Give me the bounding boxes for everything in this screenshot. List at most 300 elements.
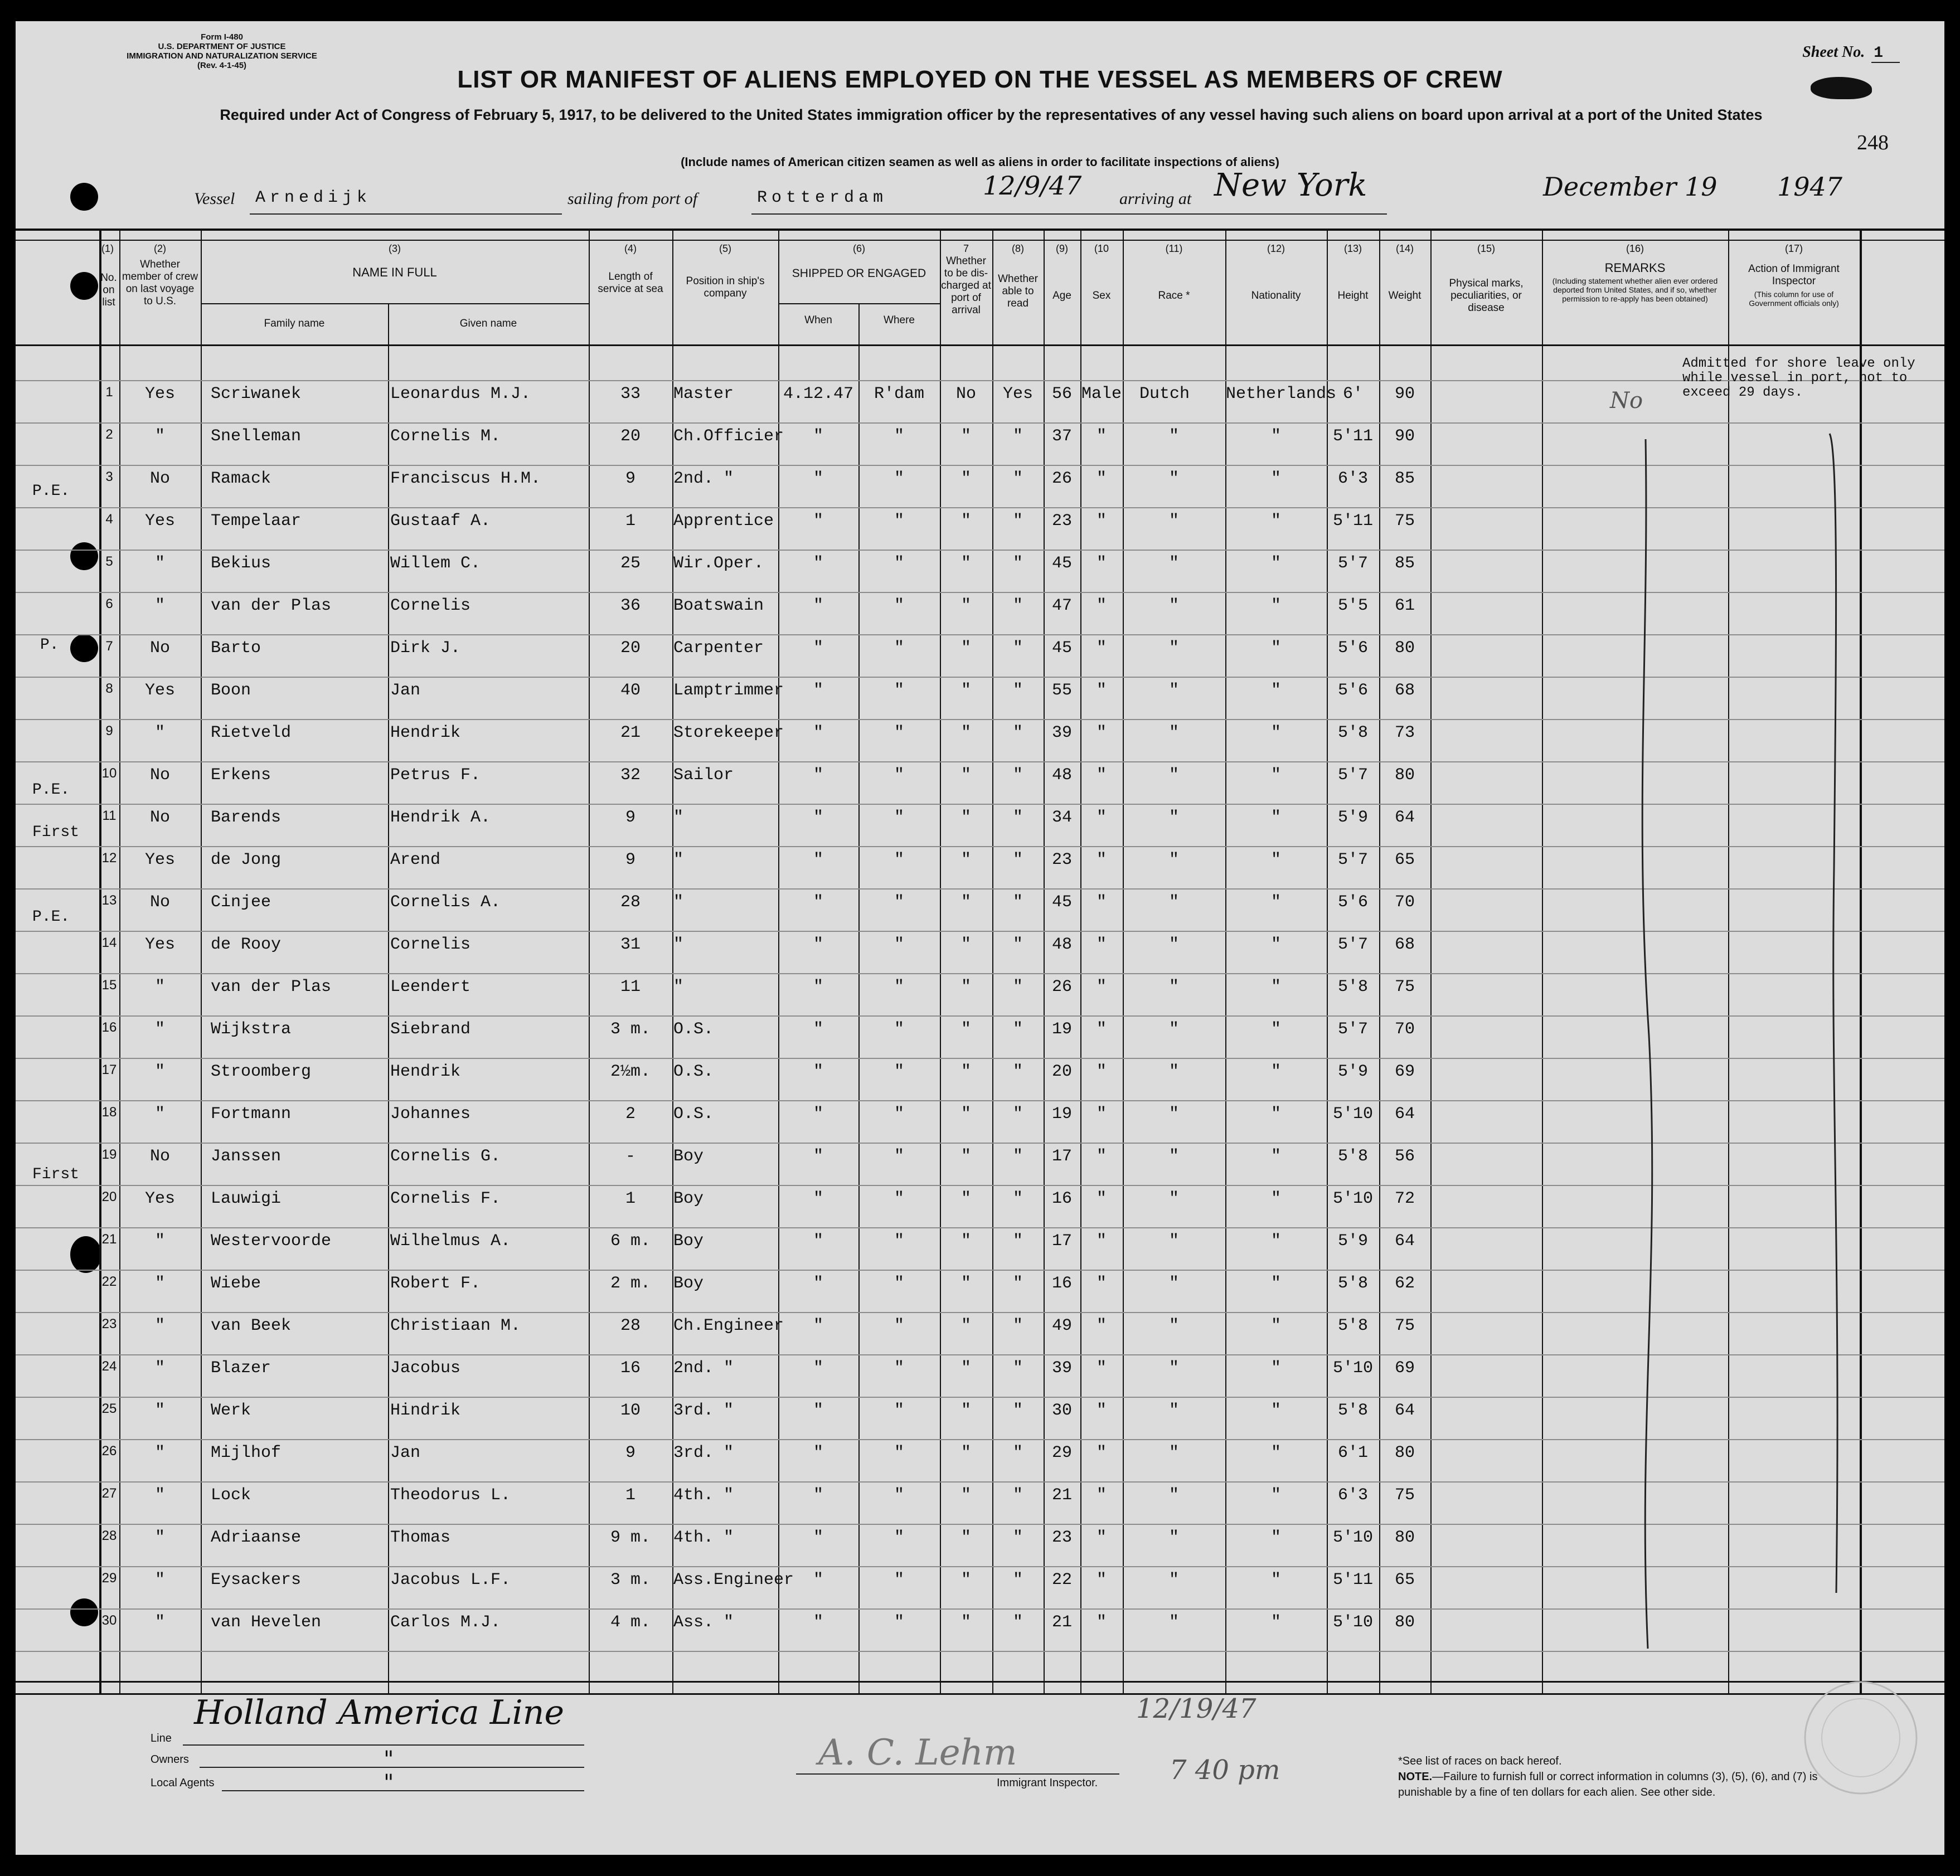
row-14-height: 5'7 <box>1337 935 1368 954</box>
row-15-read: " <box>1012 978 1023 997</box>
row-18-age: 19 <box>1051 1105 1072 1124</box>
row-18-sex: " <box>1096 1105 1107 1124</box>
column-divider <box>1225 229 1226 1694</box>
row-28-nat: " <box>1270 1528 1281 1547</box>
row-12-sex: " <box>1096 850 1107 869</box>
row-5-where: " <box>894 554 904 573</box>
races-note: *See list of races on back hereof. <box>1398 1755 1562 1767</box>
row-25-last: " <box>154 1401 165 1420</box>
inspection-time: 7 40 pm <box>1170 1755 1280 1786</box>
col10-num: (10 <box>1094 243 1109 254</box>
row-23-family: van Beek <box>211 1316 292 1335</box>
row-7-weight: 80 <box>1394 639 1415 658</box>
underline <box>751 213 1387 215</box>
row-25-nat: " <box>1270 1401 1281 1420</box>
row-21-when: " <box>813 1232 823 1251</box>
col15-header: Physical marks, peculiarities, or disease <box>1449 278 1524 314</box>
row-12-given: Arend <box>390 850 441 869</box>
row-30-where: " <box>894 1613 904 1632</box>
row-2-race: " <box>1168 427 1179 446</box>
sheet-label: Sheet No. <box>1802 43 1865 61</box>
row-28-race: " <box>1168 1528 1179 1547</box>
row-6-last: " <box>154 596 165 615</box>
row-14-service: 31 <box>620 935 641 954</box>
row-3-race: " <box>1168 469 1179 488</box>
col16-num: (16) <box>1626 243 1644 254</box>
service: IMMIGRATION AND NATURALIZATION SERVICE <box>127 51 317 61</box>
row-17-position: O.S. <box>673 1062 714 1081</box>
row-5-height: 5'7 <box>1337 554 1368 573</box>
col8-header: Whether able to read <box>998 273 1038 309</box>
row-17-service: 2½m. <box>610 1062 651 1081</box>
row-19-when: " <box>813 1147 823 1166</box>
row-23-weight: 75 <box>1394 1316 1415 1335</box>
row-11-family: Barends <box>211 808 282 827</box>
row-16-service: 3 m. <box>610 1020 651 1039</box>
row-24-last: " <box>154 1359 165 1378</box>
port-name: Rotterdam <box>757 188 888 207</box>
row-5-service: 25 <box>620 554 641 573</box>
row-23-read: " <box>1012 1316 1023 1335</box>
row-9-race: " <box>1168 723 1179 742</box>
row-15-when: " <box>813 978 823 997</box>
row-5-no: 5 <box>105 554 113 569</box>
row-1-last: Yes <box>144 385 175 404</box>
row-3-when: " <box>813 469 823 488</box>
page-number: 248 <box>1857 131 1889 154</box>
col3-num: (3) <box>389 243 401 254</box>
row-26-where: " <box>894 1444 904 1462</box>
row-6-no: 6 <box>105 596 113 611</box>
inspector-label: Immigrant Inspector. <box>997 1777 1098 1789</box>
col15-num: (15) <box>1477 243 1495 254</box>
row-7-position: Carpenter <box>673 639 764 658</box>
row-17-given: Hendrik <box>390 1062 461 1081</box>
punch-hole <box>70 1236 101 1273</box>
row-18-family: Fortmann <box>211 1105 292 1124</box>
row-13-family: Cinjee <box>211 893 271 912</box>
row-27-family: Lock <box>211 1486 251 1505</box>
row-28-family: Adriaanse <box>211 1528 302 1547</box>
row-20-race: " <box>1168 1189 1179 1208</box>
margin-note: P. <box>40 636 59 654</box>
col4-num: (4) <box>624 243 637 254</box>
arrival-year: 1947 <box>1777 172 1843 202</box>
row-5-age: 45 <box>1051 554 1072 573</box>
row-29-sex: " <box>1096 1571 1107 1590</box>
row-19-sex: " <box>1096 1147 1107 1166</box>
row-15-height: 5'8 <box>1337 978 1368 997</box>
row-9-disch: " <box>960 723 971 742</box>
row-28-where: " <box>894 1528 904 1547</box>
row-19-given: Cornelis G. <box>390 1147 501 1166</box>
row-6-height: 5'5 <box>1337 596 1368 615</box>
row-21-read: " <box>1012 1232 1023 1251</box>
row-27-weight: 75 <box>1394 1486 1415 1505</box>
form-id-block <box>122 32 322 70</box>
row-24-service: 16 <box>620 1359 641 1378</box>
note-label: NOTE. <box>1398 1771 1433 1783</box>
row-1-read: Yes <box>1002 385 1033 404</box>
row-9-last: " <box>154 723 165 742</box>
row-26-family: Mijlhof <box>211 1444 282 1462</box>
owners-label: Owners <box>151 1753 189 1766</box>
line-label: Line <box>151 1732 172 1744</box>
row-7-disch: " <box>960 639 971 658</box>
row-14-no: 14 <box>101 935 117 950</box>
row-14-given: Cornelis <box>390 935 471 954</box>
row-11-height: 5'9 <box>1337 808 1368 827</box>
row-11-disch: " <box>960 808 971 827</box>
row-23-age: 49 <box>1051 1316 1072 1335</box>
row-14-family: de Rooy <box>211 935 282 954</box>
row-20-family: Lauwigi <box>211 1189 282 1208</box>
col16-header: REMARKS <box>1604 261 1666 275</box>
row-14-where: " <box>894 935 904 954</box>
row-27-when: " <box>813 1486 823 1505</box>
sailing-label: sailing from port of <box>567 189 698 208</box>
sheet-value: 1 <box>1871 45 1900 63</box>
col13-num: (13) <box>1343 243 1362 254</box>
row-19-position: Boy <box>673 1147 704 1166</box>
table-top-border <box>16 240 1944 241</box>
row-25-given: Hindrik <box>390 1401 461 1420</box>
row-25-weight: 64 <box>1394 1401 1415 1420</box>
row-19-weight: 56 <box>1394 1147 1415 1166</box>
row-12-race: " <box>1168 850 1179 869</box>
row-12-nat: " <box>1270 850 1281 869</box>
row-10-disch: " <box>960 766 971 785</box>
row-18-weight: 64 <box>1394 1105 1415 1124</box>
row-10-service: 32 <box>620 766 641 785</box>
column-divider <box>940 229 941 1694</box>
sheet-number <box>1802 43 1900 62</box>
row-5-given: Willem C. <box>390 554 481 573</box>
row-29-last: " <box>154 1571 165 1590</box>
row-7-read: " <box>1012 639 1023 658</box>
row-9-read: " <box>1012 723 1023 742</box>
row-21-position: Boy <box>673 1232 704 1251</box>
row-12-no: 12 <box>101 850 117 866</box>
row-3-weight: 85 <box>1394 469 1415 488</box>
row-3-family: Ramack <box>211 469 271 488</box>
row-23-no: 23 <box>101 1316 117 1331</box>
row-4-when: " <box>813 512 823 531</box>
row-11-given: Hendrik A. <box>390 808 491 827</box>
row-27-position: 4th. " <box>673 1486 734 1505</box>
row-12-age: 23 <box>1051 850 1072 869</box>
row-21-age: 17 <box>1051 1232 1072 1251</box>
row-17-family: Stroomberg <box>211 1062 312 1081</box>
punch-hole <box>70 272 98 300</box>
row-12-read: " <box>1012 850 1023 869</box>
row-4-read: " <box>1012 512 1023 531</box>
row-29-family: Eysackers <box>211 1571 302 1590</box>
col1-num: (1) <box>101 243 114 254</box>
row-8-weight: 68 <box>1394 681 1415 700</box>
subtitle: Required under Act of Congress of February 5, 1917, to be delivered to the United States immigration officer by the representatives of any vessel having such aliens on board upon arrival at a port of the United States <box>220 106 1763 123</box>
row-17-where: " <box>894 1062 904 1081</box>
row-22-where: " <box>894 1274 904 1293</box>
row-17-when: " <box>813 1062 823 1081</box>
row-11-when: " <box>813 808 823 827</box>
row-16-height: 5'7 <box>1337 1020 1368 1039</box>
row-27-no: 27 <box>101 1486 117 1501</box>
row-26-nat: " <box>1270 1444 1281 1462</box>
row-3-nat: " <box>1270 469 1281 488</box>
row-16-sex: " <box>1096 1020 1107 1039</box>
row-21-service: 6 m. <box>610 1232 651 1251</box>
row-8-race: " <box>1168 681 1179 700</box>
row-1-disch: No <box>955 385 976 404</box>
row-24-nat: " <box>1270 1359 1281 1378</box>
row-26-read: " <box>1012 1444 1023 1462</box>
col5-num: (5) <box>719 243 731 254</box>
row-22-read: " <box>1012 1274 1023 1293</box>
row-24-race: " <box>1168 1359 1179 1378</box>
row-24-family: Blazer <box>211 1359 271 1378</box>
row-8-where: " <box>894 681 904 700</box>
row-20-height: 5'10 <box>1332 1189 1373 1208</box>
column-divider <box>1379 229 1380 1694</box>
row-4-height: 5'11 <box>1332 512 1373 531</box>
row-9-service: 21 <box>620 723 641 742</box>
arrival-date: December 19 <box>1543 172 1718 202</box>
row-14-position: " <box>673 935 684 954</box>
row-10-nat: " <box>1270 766 1281 785</box>
row-14-age: 48 <box>1051 935 1072 954</box>
row-1-given: Leonardus M.J. <box>390 385 531 404</box>
row-8-nat: " <box>1270 681 1281 700</box>
row-16-position: O.S. <box>673 1020 714 1039</box>
row-21-race: " <box>1168 1232 1179 1251</box>
row-12-position: " <box>673 850 684 869</box>
row-24-given: Jacobus <box>390 1359 461 1378</box>
margin-note: First <box>32 1166 80 1183</box>
row-15-family: van der Plas <box>211 978 332 997</box>
col6-num: (6) <box>853 243 865 254</box>
row-13-when: " <box>813 893 823 912</box>
family-name-header: Family name <box>264 318 325 329</box>
row-21-disch: " <box>960 1232 971 1251</box>
row-15-where: " <box>894 978 904 997</box>
row-12-weight: 65 <box>1394 850 1415 869</box>
col11-num: (11) <box>1165 243 1183 254</box>
row-18-read: " <box>1012 1105 1023 1124</box>
row-26-when: " <box>813 1444 823 1462</box>
col11-header: Race * <box>1158 290 1190 302</box>
row-18-no: 18 <box>101 1105 117 1120</box>
row-20-where: " <box>894 1189 904 1208</box>
row-15-given: Leendert <box>390 978 471 997</box>
row-9-height: 5'8 <box>1337 723 1368 742</box>
row-12-family: de Jong <box>211 850 282 869</box>
row-1-sex: Male <box>1081 385 1122 404</box>
row-15-disch: " <box>960 978 971 997</box>
row-13-where: " <box>894 893 904 912</box>
row-27-height: 6'3 <box>1337 1486 1368 1505</box>
row-22-nat: " <box>1270 1274 1281 1293</box>
table-bottom-border <box>16 1681 1944 1683</box>
row-18-service: 2 <box>625 1105 635 1124</box>
row-20-when: " <box>813 1189 823 1208</box>
inspection-date: 12/19/47 <box>1136 1693 1256 1724</box>
row-16-last: " <box>154 1020 165 1039</box>
row-7-when: " <box>813 639 823 658</box>
row-10-sex: " <box>1096 766 1107 785</box>
col17-header: Action of Immigrant Inspector <box>1748 263 1840 287</box>
row-29-age: 22 <box>1051 1571 1072 1590</box>
row-1-when: 4.12.47 <box>783 385 854 404</box>
column-divider <box>1080 229 1081 1694</box>
row-20-disch: " <box>960 1189 971 1208</box>
row-13-given: Cornelis A. <box>390 893 501 912</box>
row-19-disch: " <box>960 1147 971 1166</box>
row-25-height: 5'8 <box>1337 1401 1368 1420</box>
column-divider <box>589 229 590 1694</box>
row-23-when: " <box>813 1316 823 1335</box>
row-13-sex: " <box>1096 893 1107 912</box>
row-11-race: " <box>1168 808 1179 827</box>
col17-num: (17) <box>1784 243 1803 254</box>
row-1-race: Dutch <box>1139 385 1190 404</box>
table-top-border <box>16 229 1944 231</box>
row-13-no: 13 <box>101 893 117 908</box>
col2-num: (2) <box>154 243 166 254</box>
row-27-service: 1 <box>625 1486 635 1505</box>
row-12-height: 5'7 <box>1337 850 1368 869</box>
row-rule <box>16 380 1944 381</box>
row-20-age: 16 <box>1051 1189 1072 1208</box>
row-1-service: 33 <box>620 385 641 404</box>
row-25-race: " <box>1168 1401 1179 1420</box>
row-11-nat: " <box>1270 808 1281 827</box>
row-24-when: " <box>813 1359 823 1378</box>
row-24-height: 5'10 <box>1332 1359 1373 1378</box>
subtitle-note: (Include names of American citizen seamen as well as aliens in order to facilitate inspections of aliens) <box>681 155 1279 169</box>
row-2-last: " <box>154 427 165 446</box>
row-22-no: 22 <box>101 1274 117 1289</box>
row-21-no: 21 <box>101 1232 117 1247</box>
row-2-height: 5'11 <box>1332 427 1373 446</box>
name-header-divider <box>201 303 589 304</box>
row-23-height: 5'8 <box>1337 1316 1368 1335</box>
row-7-age: 45 <box>1051 639 1072 658</box>
row-21-given: Wilhelmus A. <box>390 1232 511 1251</box>
row-6-disch: " <box>960 596 971 615</box>
row-25-no: 25 <box>101 1401 117 1416</box>
row-9-age: 39 <box>1051 723 1072 742</box>
vessel-name: Arnedijk <box>255 188 372 207</box>
col12-header: Nationality <box>1251 290 1301 302</box>
row-23-where: " <box>894 1316 904 1335</box>
row-11-where: " <box>894 808 904 827</box>
row-11-sex: " <box>1096 808 1107 827</box>
row-8-position: Lamptrimmer <box>673 681 784 700</box>
row-22-given: Robert F. <box>390 1274 481 1293</box>
row-19-height: 5'8 <box>1337 1147 1368 1166</box>
row-16-race: " <box>1168 1020 1179 1039</box>
row-16-disch: " <box>960 1020 971 1039</box>
row-16-no: 16 <box>101 1020 117 1035</box>
underline <box>200 1767 584 1768</box>
sailing-date: 12/9/47 <box>983 171 1082 201</box>
row-11-last: No <box>149 808 170 827</box>
row-1-nat: Netherlands <box>1225 385 1337 404</box>
row-16-given: Siebrand <box>390 1020 471 1039</box>
margin-note: P.E. <box>32 483 70 500</box>
column-divider <box>672 229 673 1694</box>
row-25-when: " <box>813 1401 823 1420</box>
row-21-last: " <box>154 1232 165 1251</box>
row-24-weight: 69 <box>1394 1359 1415 1378</box>
row-6-sex: " <box>1096 596 1107 615</box>
row-8-no: 8 <box>105 681 113 696</box>
row-19-nat: " <box>1270 1147 1281 1166</box>
row-13-read: " <box>1012 893 1023 912</box>
row-10-position: Sailor <box>673 766 734 785</box>
column-divider <box>1044 229 1045 1694</box>
row-28-disch: " <box>960 1528 971 1547</box>
row-22-sex: " <box>1096 1274 1107 1293</box>
row-15-race: " <box>1168 978 1179 997</box>
row-18-nat: " <box>1270 1105 1281 1124</box>
row-26-no: 26 <box>101 1444 117 1459</box>
row-8-sex: " <box>1096 681 1107 700</box>
col17-subheader: (This column for use of Government officials only) <box>1749 290 1839 308</box>
row-28-position: 4th. " <box>673 1528 734 1547</box>
row-3-age: 26 <box>1051 469 1072 488</box>
row-24-disch: " <box>960 1359 971 1378</box>
row-19-where: " <box>894 1147 904 1166</box>
row-25-read: " <box>1012 1401 1023 1420</box>
row-19-service: - <box>625 1147 635 1166</box>
row-25-service: 10 <box>620 1401 641 1420</box>
row-5-race: " <box>1168 554 1179 573</box>
col2-header: Whether member of crew on last voyage to U.S. <box>122 259 198 307</box>
row-22-weight: 62 <box>1394 1274 1415 1293</box>
row-18-given: Johannes <box>390 1105 471 1124</box>
row-4-age: 23 <box>1051 512 1072 531</box>
row-27-disch: " <box>960 1486 971 1505</box>
row-23-nat: " <box>1270 1316 1281 1335</box>
row-17-height: 5'9 <box>1337 1062 1368 1081</box>
row-27-where: " <box>894 1486 904 1505</box>
row-30-race: " <box>1168 1613 1179 1632</box>
row-1-age: 56 <box>1051 385 1072 404</box>
row-30-family: van Hevelen <box>211 1613 322 1632</box>
row-21-where: " <box>894 1232 904 1251</box>
row-11-no: 11 <box>102 808 117 823</box>
row-19-race: " <box>1168 1147 1179 1166</box>
column-divider <box>119 229 120 1694</box>
row-2-given: Cornelis M. <box>390 427 501 446</box>
row-23-given: Christiaan M. <box>390 1316 521 1335</box>
row-30-no: 30 <box>101 1613 117 1628</box>
row-27-last: " <box>154 1486 165 1505</box>
row-4-last: Yes <box>144 512 175 531</box>
row-21-weight: 64 <box>1394 1232 1415 1251</box>
row-15-age: 26 <box>1051 978 1072 997</box>
row-13-position: " <box>673 893 684 912</box>
when-header: When <box>804 314 832 326</box>
row-6-read: " <box>1012 596 1023 615</box>
row-26-last: " <box>154 1444 165 1462</box>
given-name-header: Given name <box>459 318 517 329</box>
row-3-where: " <box>894 469 904 488</box>
row-6-where: " <box>894 596 904 615</box>
row-10-last: No <box>149 766 170 785</box>
